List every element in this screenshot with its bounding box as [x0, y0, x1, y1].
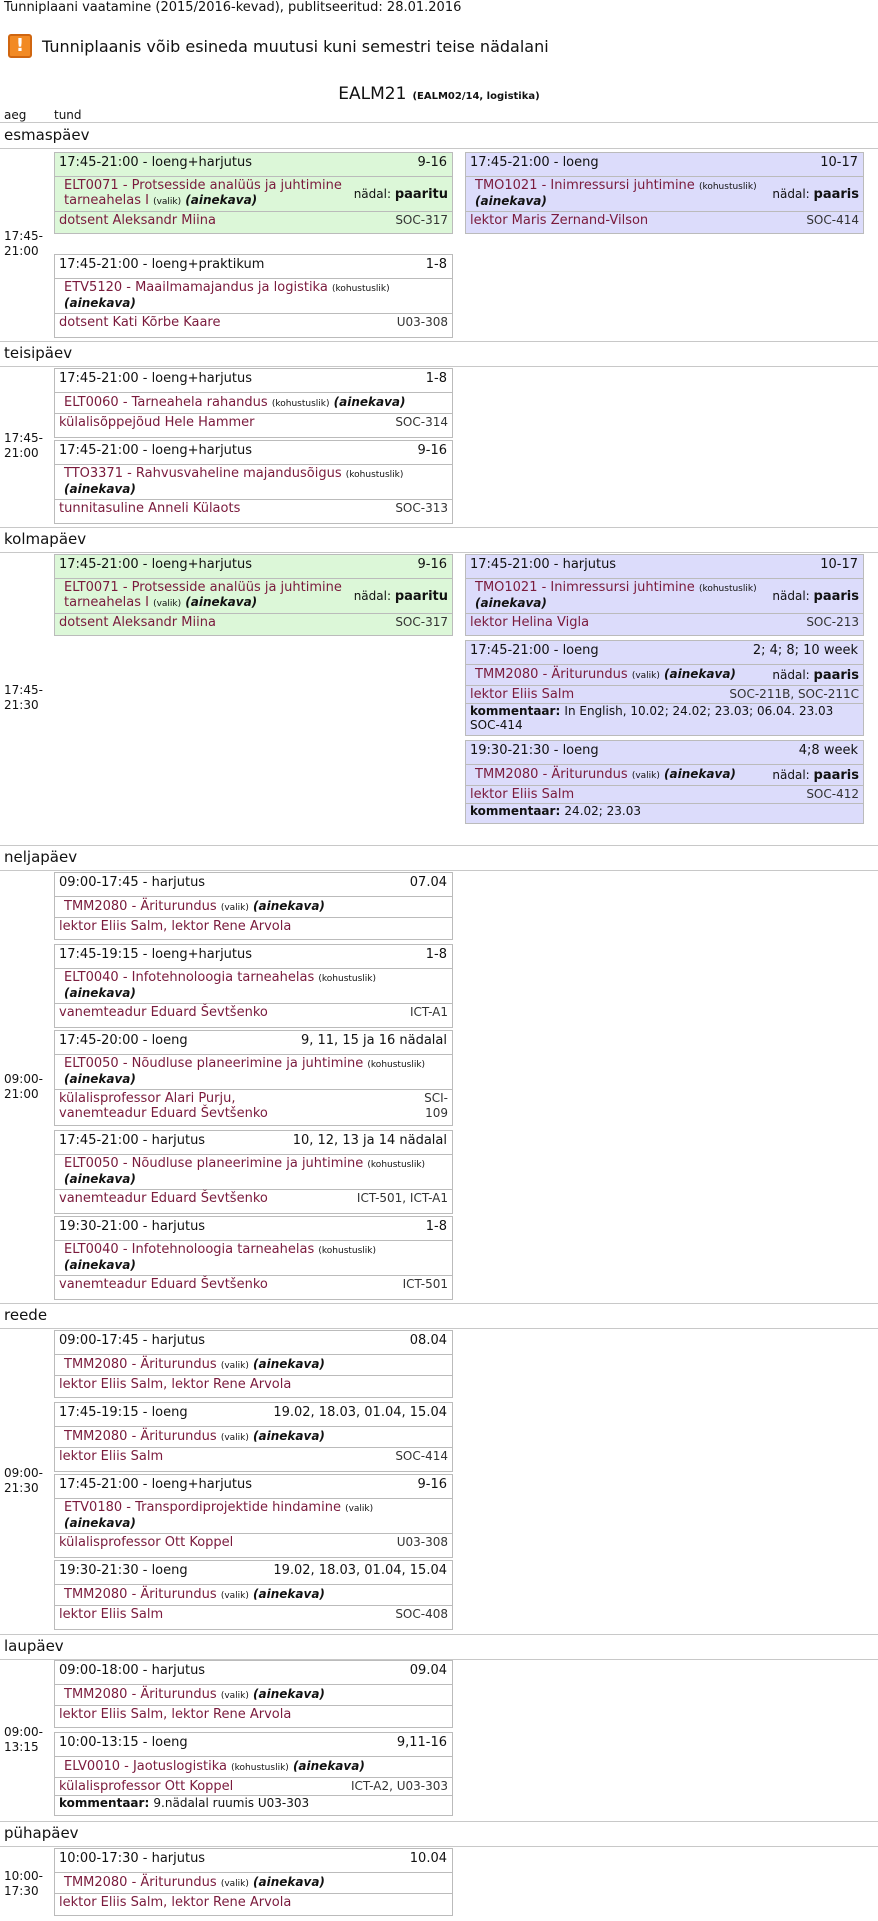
subject-link[interactable]: TMM2080 - Äriturundus (valik) (ainekava)	[64, 899, 325, 914]
event-header	[55, 369, 452, 392]
day-name: kolmapäev	[4, 530, 87, 548]
event-header	[55, 1403, 452, 1426]
group-sub: (EALM02/14, logistika)	[412, 91, 540, 102]
subject-kind: (kohustuslik)	[367, 1060, 426, 1070]
ainekava-link[interactable]: (ainekava)	[185, 595, 258, 609]
subject-link[interactable]: TMM2080 - Äriturundus (valik) (ainekava)	[64, 1687, 325, 1702]
event-card[interactable]	[54, 1402, 453, 1472]
event-time: 17:45-21:00 - loeng+harjutus	[59, 371, 253, 386]
ainekava-link[interactable]: (ainekava)	[185, 193, 258, 207]
lecturer-link[interactable]: vanemteadur Eduard Ševtšenko	[59, 1191, 268, 1206]
event-subject-row	[55, 1054, 452, 1089]
week-parity-label: nädal:	[772, 186, 814, 201]
ainekava-link[interactable]: (ainekava)	[64, 296, 136, 310]
group-code: EALM21	[338, 84, 407, 104]
room: U03-308	[396, 1535, 448, 1549]
day-divider	[0, 1328, 878, 1329]
ainekava-link[interactable]: (ainekava)	[253, 1429, 325, 1443]
event-subject-row	[55, 1154, 452, 1189]
lecturer-link[interactable]: lektor Eliis Salm	[59, 1607, 164, 1622]
event-subject-row	[55, 278, 452, 313]
day-divider	[0, 148, 878, 149]
event-time: 09:00-17:45 - harjutus	[59, 875, 206, 890]
day-time-range: 17:45- 21:00	[4, 431, 43, 460]
event-lecturer-row	[466, 685, 863, 703]
ainekava-link[interactable]: (ainekava)	[253, 1357, 325, 1371]
subject-link[interactable]: ETV0180 - Transpordiprojektide hindamine (valik) (ainekava)	[64, 1500, 374, 1530]
event-subject-row	[466, 578, 863, 613]
event-card[interactable]	[54, 1474, 453, 1558]
event-time: 19:30-21:30 - loeng	[470, 743, 599, 758]
subject-link[interactable]: ELT0060 - Tarneahela rahandus (kohustuslik) (ainekava)	[64, 395, 406, 410]
lecturer-link[interactable]: külalisprofessor Alari Purju, vanemteadur Eduard Ševtšenko	[59, 1091, 268, 1121]
event-header	[55, 1849, 452, 1872]
event-card[interactable]	[54, 1030, 453, 1126]
group-title	[0, 84, 878, 104]
lecturer-link[interactable]: vanemteadur Eduard Ševtšenko	[59, 1005, 268, 1020]
room: ICT-A2, U03-303	[351, 1779, 448, 1793]
lecturer-link[interactable]: külalisprofessor Ott Koppel	[59, 1779, 234, 1794]
warning-banner	[8, 32, 549, 60]
event-header	[55, 255, 452, 278]
event-time: 17:45-21:00 - harjutus	[470, 557, 617, 572]
day-divider	[0, 1634, 878, 1635]
subject-link[interactable]: ELV0010 - Jaotuslogistika (kohustuslik) (ainekava)	[64, 1759, 365, 1774]
event-header	[55, 873, 452, 896]
room: SOC-317	[395, 213, 448, 227]
event-subject-row	[55, 1756, 452, 1777]
day-divider	[0, 341, 878, 342]
day-divider	[0, 366, 878, 367]
event-subject-row	[466, 176, 863, 211]
event-weeks: 9-16	[417, 443, 447, 458]
subject-kind: (valik)	[631, 671, 660, 681]
event-header	[55, 1331, 452, 1354]
event-weeks: 4;8 week	[798, 743, 858, 758]
event-time: 17:45-21:00 - loeng+praktikum	[59, 257, 265, 272]
week-parity-label: nädal:	[772, 588, 814, 603]
event-lecturer-row	[55, 211, 452, 229]
event-lecturer-row	[466, 211, 863, 229]
room: ICT-A1	[409, 1005, 448, 1019]
comment-text: 9.nädalal ruumis U03-303	[153, 1796, 310, 1810]
lecturer-link[interactable]: lektor Helina Vigla	[470, 615, 590, 630]
event-time: 17:45-21:00 - loeng+harjutus	[59, 443, 253, 458]
event-time: 17:45-21:00 - loeng	[470, 155, 599, 170]
room: SOC-213	[806, 615, 859, 629]
week-parity	[354, 187, 448, 202]
event-card[interactable]	[465, 640, 864, 736]
week-parity-value: paaris	[813, 588, 859, 604]
event-subject-row	[55, 1240, 452, 1275]
subject-kind: (valik)	[153, 197, 182, 207]
lecturer-link[interactable]: vanemteadur Eduard Ševtšenko	[59, 1277, 268, 1292]
subject-kind: (valik)	[345, 1504, 374, 1514]
day-divider	[0, 552, 878, 553]
subject-link[interactable]: TTO3371 - Rahvusvaheline majandusõigus (kohustuslik) (ainekava)	[64, 466, 404, 496]
day-time-range: 17:45- 21:30	[4, 683, 43, 712]
event-lecturer-row	[55, 1375, 452, 1393]
ainekava-link[interactable]: (ainekava)	[253, 899, 325, 913]
room: U03-308	[396, 315, 448, 329]
event-time: 09:00-17:45 - harjutus	[59, 1333, 206, 1348]
day-divider	[0, 527, 878, 528]
comment-text: In English, 10.02; 24.02; 23.03; 06.04. 23.03 SOC-414	[470, 704, 834, 732]
ainekava-link[interactable]: (ainekava)	[64, 1516, 136, 1530]
column-header-aeg: aeg	[4, 108, 27, 122]
ainekava-link[interactable]: (ainekava)	[333, 395, 406, 409]
ainekava-link[interactable]: (ainekava)	[664, 667, 736, 681]
room: SOC-412	[806, 787, 859, 801]
week-parity	[772, 187, 859, 202]
event-header	[466, 741, 863, 764]
day-divider	[0, 845, 878, 846]
event-header	[55, 1131, 452, 1154]
ainekava-link[interactable]: (ainekava)	[64, 1172, 136, 1186]
header-divider	[0, 122, 878, 123]
subject-kind: (valik)	[220, 1879, 249, 1889]
event-subject-row	[55, 896, 452, 917]
event-weeks: 9-16	[417, 155, 447, 170]
event-header	[466, 153, 863, 176]
event-lecturer-row	[55, 917, 452, 935]
event-weeks: 10-17	[820, 557, 858, 572]
subject-kind: (valik)	[631, 771, 660, 781]
event-lecturer-row	[55, 1003, 452, 1021]
week-parity-value: paaris	[813, 667, 859, 683]
event-weeks: 19.02, 18.03, 01.04, 15.04	[273, 1563, 447, 1578]
ainekava-link[interactable]: (ainekava)	[64, 1258, 136, 1272]
event-header	[55, 945, 452, 968]
event-card[interactable]	[54, 1660, 453, 1728]
event-lecturer-row	[55, 1189, 452, 1207]
subject-kind: (valik)	[220, 903, 249, 913]
event-lecturer-row	[55, 1705, 452, 1723]
room: SOC-414	[806, 213, 859, 227]
subject-kind: (kohustuslik)	[345, 470, 404, 480]
ainekava-link[interactable]: (ainekava)	[475, 596, 547, 610]
event-card[interactable]	[54, 254, 453, 338]
room: SOC-317	[395, 615, 448, 629]
subject-kind: (kohustuslik)	[271, 399, 330, 409]
event-weeks: 10-17	[820, 155, 858, 170]
lecturer-link[interactable]: dotsent Aleksandr Miina	[59, 615, 216, 630]
event-card[interactable]	[465, 152, 864, 234]
event-weeks: 07.04	[409, 875, 447, 890]
subject-kind: (valik)	[220, 1433, 249, 1443]
room: ICT-501, ICT-A1	[356, 1191, 448, 1205]
day-divider	[0, 870, 878, 871]
ainekava-link[interactable]: (ainekava)	[253, 1587, 325, 1601]
subject-kind: (valik)	[220, 1691, 249, 1701]
event-subject-row	[55, 464, 452, 499]
subject-link[interactable]: TMO1021 - Inimressursi juhtimine (kohustuslik) (ainekava)	[475, 580, 757, 610]
event-card[interactable]	[465, 740, 864, 824]
lecturer-link[interactable]: lektor Maris Zernand-Vilson	[470, 213, 649, 228]
week-parity	[772, 768, 859, 783]
event-subject-row	[55, 1354, 452, 1375]
event-weeks: 10, 12, 13 ja 14 nädalal	[292, 1133, 447, 1148]
subject-kind: (valik)	[220, 1361, 249, 1371]
event-header	[55, 1475, 452, 1498]
week-parity-value: paaris	[813, 767, 859, 783]
subject-kind: (kohustuslik)	[367, 1160, 426, 1170]
lecturer-link[interactable]: lektor Eliis Salm	[470, 787, 575, 802]
warning-text: Tunniplaanis võib esineda muutusi kuni semestri teise nädalani	[42, 36, 549, 56]
lecturer-link[interactable]: dotsent Kati Kõrbe Kaare	[59, 315, 221, 330]
day-divider	[0, 1303, 878, 1304]
event-weeks: 2; 4; 8; 10 week	[752, 643, 858, 658]
lecturer-link[interactable]: külalisõppejõud Hele Hammer	[59, 415, 255, 430]
event-lecturer-row	[466, 785, 863, 803]
ainekava-link[interactable]: (ainekava)	[664, 767, 736, 781]
lecturer-link[interactable]: dotsent Aleksandr Miina	[59, 213, 216, 228]
event-subject-row	[55, 1584, 452, 1605]
event-subject-row	[55, 968, 452, 1003]
event-header	[466, 641, 863, 664]
event-time: 17:45-19:15 - loeng	[59, 1405, 188, 1420]
event-time: 19:30-21:00 - harjutus	[59, 1219, 206, 1234]
room: SOC-313	[395, 501, 448, 515]
comment-label: kommentaar:	[470, 704, 565, 718]
day-time-range: 10:00- 17:30	[4, 1868, 43, 1898]
event-header	[55, 1733, 452, 1756]
event-header	[55, 1031, 452, 1054]
comment-text: 24.02; 23.03	[564, 804, 641, 818]
event-lecturer-row	[55, 313, 452, 331]
event-weeks: 1-8	[425, 257, 447, 272]
event-time: 17:45-21:00 - loeng	[470, 643, 599, 658]
event-subject-row	[55, 578, 452, 613]
subject-link[interactable]: ELT0050 - Nõudluse planeerimine ja juhtimine (kohustuslik) (ainekava)	[64, 1156, 426, 1186]
event-time: 17:45-21:00 - loeng+harjutus	[59, 1477, 253, 1492]
event-card[interactable]	[54, 554, 453, 636]
event-weeks: 1-8	[425, 371, 447, 386]
subject-link[interactable]: ELT0040 - Infotehnoloogia tarneahelas (kohustuslik) (ainekava)	[64, 1242, 377, 1272]
lecturer-link[interactable]: tunnitasuline Anneli Külaots	[59, 501, 241, 516]
event-comment	[466, 803, 863, 819]
subject-link[interactable]: TMM2080 - Äriturundus (valik) (ainekava)	[64, 1429, 325, 1444]
lecturer-link[interactable]: lektor Eliis Salm	[470, 687, 575, 702]
event-card[interactable]	[54, 1560, 453, 1630]
event-lecturer-row	[55, 1275, 452, 1293]
room: SOC-314	[395, 415, 448, 429]
day-time-range: 09:00- 21:30	[4, 1465, 43, 1495]
event-subject-row	[466, 664, 863, 685]
event-time: 09:00-18:00 - harjutus	[59, 1663, 206, 1678]
week-parity-value: paaris	[813, 186, 859, 202]
event-weeks: 9,11-16	[396, 1735, 447, 1750]
day-time-range: 09:00- 21:00	[4, 1071, 43, 1101]
event-weeks: 1-8	[425, 1219, 447, 1234]
event-weeks: 9, 11, 15 ja 16 nädalal	[300, 1033, 447, 1048]
event-subject-row	[55, 1684, 452, 1705]
event-header	[55, 153, 452, 176]
subject-link[interactable]: TMM2080 - Äriturundus (valik) (ainekava)	[64, 1357, 325, 1372]
event-card[interactable]	[465, 554, 864, 636]
event-card[interactable]	[54, 1216, 453, 1300]
event-subject-row	[466, 764, 863, 785]
event-card[interactable]	[54, 1848, 453, 1916]
subject-link[interactable]: TMM2080 - Äriturundus (valik) (ainekava)	[475, 767, 736, 782]
event-subject-row	[55, 176, 452, 211]
subject-kind: (valik)	[153, 599, 182, 609]
subject-link[interactable]: ETV5120 - Maailmamajandus ja logistika (kohustuslik) (ainekava)	[64, 280, 390, 310]
page-header: Tunniplaani vaatamine (2015/2016-kevad), publitseeritud: 28.01.2016	[4, 0, 462, 15]
day-name: pühapäev	[4, 1824, 79, 1842]
subject-kind: (kohustuslik)	[231, 1763, 289, 1773]
comment-label: kommentaar:	[470, 804, 565, 818]
event-time: 17:45-21:00 - loeng+harjutus	[59, 155, 253, 170]
lecturer-link[interactable]: lektor Eliis Salm, lektor Rene Arvola	[59, 919, 292, 934]
room: SOC-211B, SOC-211C	[729, 687, 859, 701]
event-card[interactable]	[54, 1330, 453, 1398]
subject-link[interactable]: TMM2080 - Äriturundus (valik) (ainekava)	[64, 1587, 325, 1602]
event-subject-row	[55, 1872, 452, 1893]
week-parity-label: nädal:	[353, 588, 395, 603]
week-parity-label: nädal:	[772, 767, 814, 782]
event-weeks: 09.04	[409, 1663, 447, 1678]
event-time: 17:45-19:15 - loeng+harjutus	[59, 947, 253, 962]
subject-link[interactable]: ELT0050 - Nõudluse planeerimine ja juhtimine (kohustuslik) (ainekava)	[64, 1056, 426, 1086]
event-card[interactable]	[54, 1732, 453, 1816]
week-parity-label: nädal:	[772, 667, 814, 682]
week-parity-label: nädal:	[353, 186, 395, 201]
day-name: reede	[4, 1306, 48, 1324]
week-parity	[354, 589, 448, 604]
subject-kind: (kohustuslik)	[318, 974, 377, 984]
lecturer-link[interactable]: lektor Eliis Salm	[59, 1449, 164, 1464]
day-name: teisipäev	[4, 344, 73, 362]
event-header	[55, 1217, 452, 1240]
event-time: 17:45-20:00 - loeng	[59, 1033, 188, 1048]
event-time: 10:00-13:15 - loeng	[59, 1735, 188, 1750]
event-lecturer-row	[55, 1533, 452, 1551]
lecturer-link[interactable]: lektor Eliis Salm, lektor Rene Arvola	[59, 1895, 292, 1910]
ainekava-link[interactable]: (ainekava)	[64, 986, 136, 1000]
event-card[interactable]	[54, 152, 453, 234]
subject-link[interactable]: TMM2080 - Äriturundus (valik) (ainekava)	[64, 1875, 325, 1890]
room: SOC-408	[395, 1607, 448, 1621]
event-header	[55, 1661, 452, 1684]
day-time-range: 17:45- 21:00	[4, 229, 43, 258]
event-header	[55, 1561, 452, 1584]
event-header	[55, 441, 452, 464]
event-time: 17:45-21:00 - harjutus	[59, 1133, 206, 1148]
event-weeks: 9-16	[417, 1477, 447, 1492]
event-weeks: 08.04	[409, 1333, 447, 1348]
ainekava-link[interactable]: (ainekava)	[64, 482, 136, 496]
event-subject-row	[55, 1498, 452, 1533]
day-time-range: 09:00- 13:15	[4, 1724, 43, 1754]
event-weeks: 10.04	[409, 1851, 447, 1866]
event-time: 10:00-17:30 - harjutus	[59, 1851, 206, 1866]
subject-link[interactable]: ELT0040 - Infotehnoloogia tarneahelas (kohustuslik) (ainekava)	[64, 970, 377, 1000]
subject-kind: (kohustuslik)	[698, 182, 757, 192]
subject-link[interactable]: ELT0071 - Protsesside analüüs ja juhtimine tarneahelas I (valik) (ainekava)	[64, 580, 342, 610]
event-subject-row	[55, 392, 452, 413]
event-lecturer-row	[55, 499, 452, 517]
column-header-tund: tund	[54, 108, 82, 122]
ainekava-link[interactable]: (ainekava)	[253, 1687, 325, 1701]
week-parity	[772, 668, 859, 683]
event-comment	[55, 1795, 452, 1811]
event-card[interactable]	[54, 872, 453, 940]
event-lecturer-row	[55, 1605, 452, 1623]
event-lecturer-row	[55, 1893, 452, 1911]
subject-kind: (valik)	[220, 1591, 249, 1601]
subject-kind: (kohustuslik)	[318, 1246, 377, 1256]
event-card[interactable]	[54, 1130, 453, 1214]
subject-kind: (kohustuslik)	[698, 584, 757, 594]
event-card[interactable]	[54, 440, 453, 524]
event-lecturer-row	[55, 613, 452, 631]
day-divider	[0, 1821, 878, 1822]
room: SOC-414	[395, 1449, 448, 1463]
lecturer-link[interactable]: lektor Eliis Salm, lektor Rene Arvola	[59, 1377, 292, 1392]
day-name: esmaspäev	[4, 126, 90, 144]
room: SCI- 109	[424, 1091, 448, 1120]
event-card[interactable]	[54, 944, 453, 1028]
event-time: 19:30-21:30 - loeng	[59, 1563, 188, 1578]
day-name: laupäev	[4, 1637, 64, 1655]
event-card[interactable]	[54, 368, 453, 438]
event-lecturer-row	[55, 1447, 452, 1465]
ainekava-link[interactable]: (ainekava)	[64, 1072, 136, 1086]
event-header	[55, 555, 452, 578]
event-lecturer-row	[55, 413, 452, 431]
subject-link[interactable]: TMM2080 - Äriturundus (valik) (ainekava)	[475, 667, 736, 682]
ainekava-link[interactable]: (ainekava)	[292, 1759, 365, 1773]
week-parity-value: paaritu	[394, 588, 448, 604]
event-lecturer-row	[466, 613, 863, 631]
event-weeks: 19.02, 18.03, 01.04, 15.04	[273, 1405, 447, 1420]
week-parity	[772, 589, 859, 604]
subject-link[interactable]: ELT0071 - Protsesside analüüs ja juhtimine tarneahelas I (valik) (ainekava)	[64, 178, 342, 208]
event-header	[466, 555, 863, 578]
comment-label: kommentaar:	[59, 1796, 154, 1810]
subject-kind: (kohustuslik)	[331, 284, 390, 294]
day-divider	[0, 1846, 878, 1847]
event-comment	[466, 703, 863, 733]
event-lecturer-row	[55, 1089, 452, 1122]
room: ICT-501	[402, 1277, 448, 1291]
event-weeks: 9-16	[417, 557, 447, 572]
subject-link[interactable]: TMO1021 - Inimressursi juhtimine (kohustuslik) (ainekava)	[475, 178, 757, 208]
week-parity-value: paaritu	[394, 186, 448, 202]
day-name: neljapäev	[4, 848, 78, 866]
event-time: 17:45-21:00 - loeng+harjutus	[59, 557, 253, 572]
ainekava-link[interactable]: (ainekava)	[475, 194, 547, 208]
event-weeks: 1-8	[425, 947, 447, 962]
event-subject-row	[55, 1426, 452, 1447]
event-lecturer-row	[55, 1777, 452, 1795]
lecturer-link[interactable]: külalisprofessor Ott Koppel	[59, 1535, 234, 1550]
lecturer-link[interactable]: lektor Eliis Salm, lektor Rene Arvola	[59, 1707, 292, 1722]
ainekava-link[interactable]: (ainekava)	[253, 1875, 325, 1889]
warning-icon: !	[8, 34, 32, 58]
